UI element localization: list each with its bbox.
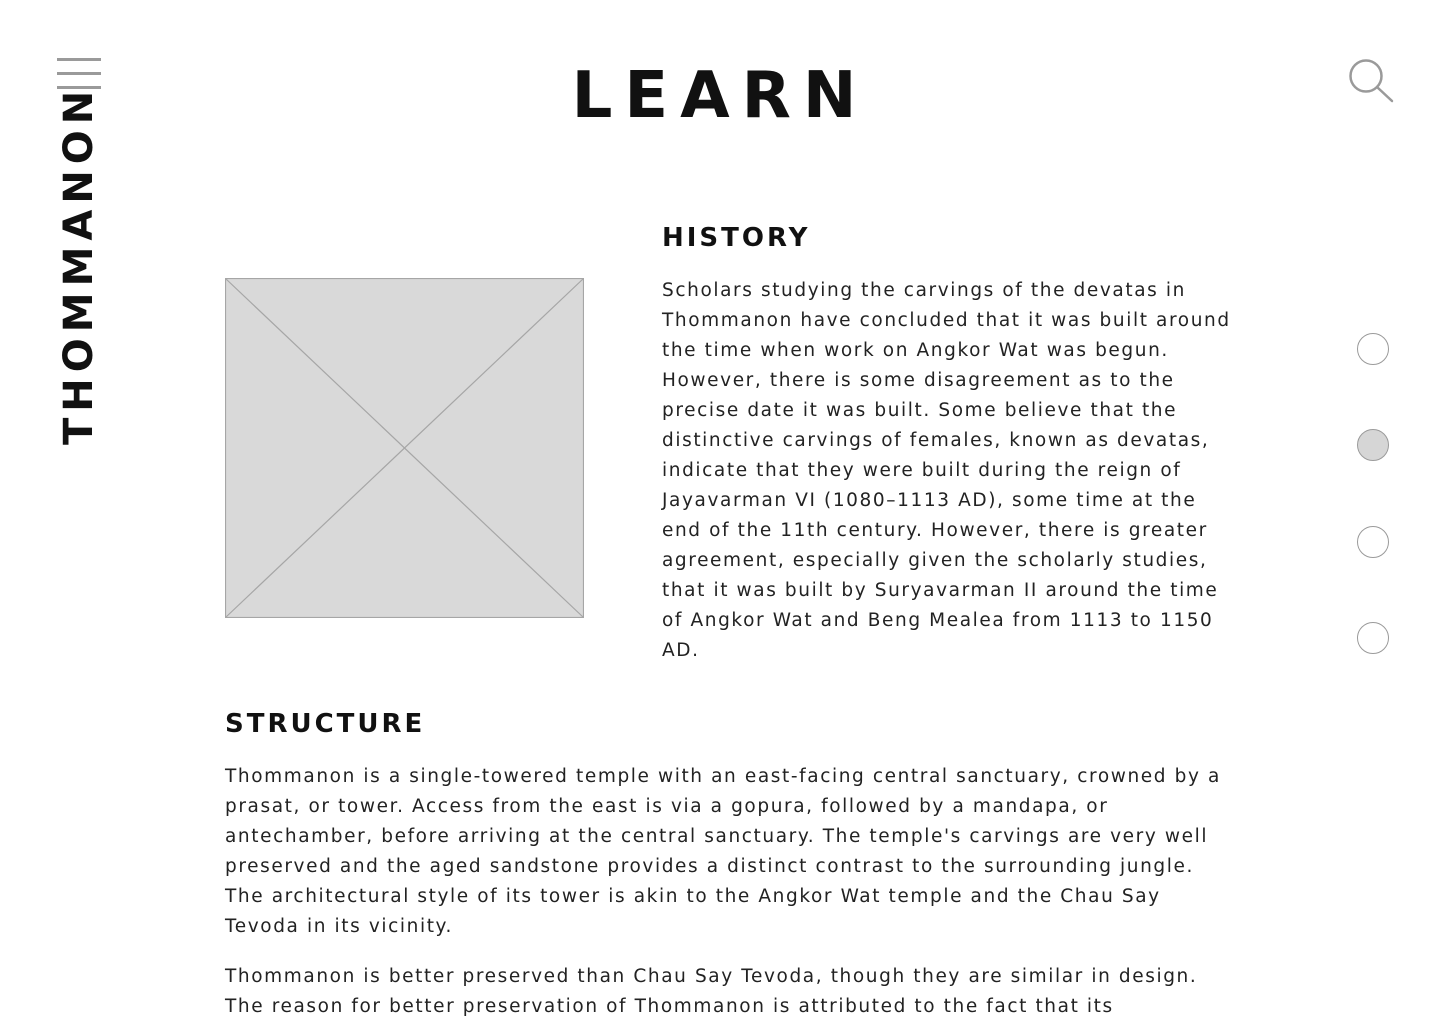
- history-heading: HISTORY: [662, 223, 811, 253]
- image-placeholder-icon: [225, 278, 584, 618]
- structure-paragraph-1: Thommanon is a single-towered temple with an east-facing central sanctuary, crowned by a prasat, or tower. Access from the east is via a gopura, followed by a mandapa, or antechamber, before arriving at the central sanctuary. The temple's carvings are very well preserved and the aged sandstone provides a distinct contrast to the surrounding jungle. The architectural style of its tower is akin to the Angkor Wat temple and the Chau Say Tevoda in its vicinity.: [225, 766, 1221, 937]
- pager-dot-1[interactable]: [1357, 333, 1389, 365]
- structure-body: [225, 762, 1225, 1024]
- pager-dot-3[interactable]: [1357, 526, 1389, 558]
- history-body: Scholars studying the carvings of the devatas in Thommanon have concluded that it was built around the time when work on Angkor Wat was begun. However, there is some disagreement as to the precise date it was built. Some believe that the distinctive carvings of females, known as devatas, indicate that they were built during the reign of Jayavarman VI (1080–1113 AD), some time at the end of the 11th century. However, there is greater agreement, especially given the scholarly studies, that it was built by Suryavarman II around the time of Angkor Wat and Beng Mealea from 1113 to 1150 AD.: [662, 280, 1231, 661]
- section-pager: [1357, 333, 1391, 663]
- page-title: LEARN: [571, 59, 869, 133]
- brand-wordmark[interactable]: THOMMANON: [56, 84, 102, 445]
- structure-heading: STRUCTURE: [225, 709, 426, 739]
- structure-paragraph-2: Thommanon is better preserved than Chau Say Tevoda, though they are similar in design. The reason for better preservation of Thommanon is attributed to the fact that its: [225, 966, 1198, 1017]
- pager-dot-4[interactable]: [1357, 622, 1389, 654]
- search-icon[interactable]: [1346, 56, 1396, 106]
- pager-dot-2-active[interactable]: [1357, 429, 1389, 461]
